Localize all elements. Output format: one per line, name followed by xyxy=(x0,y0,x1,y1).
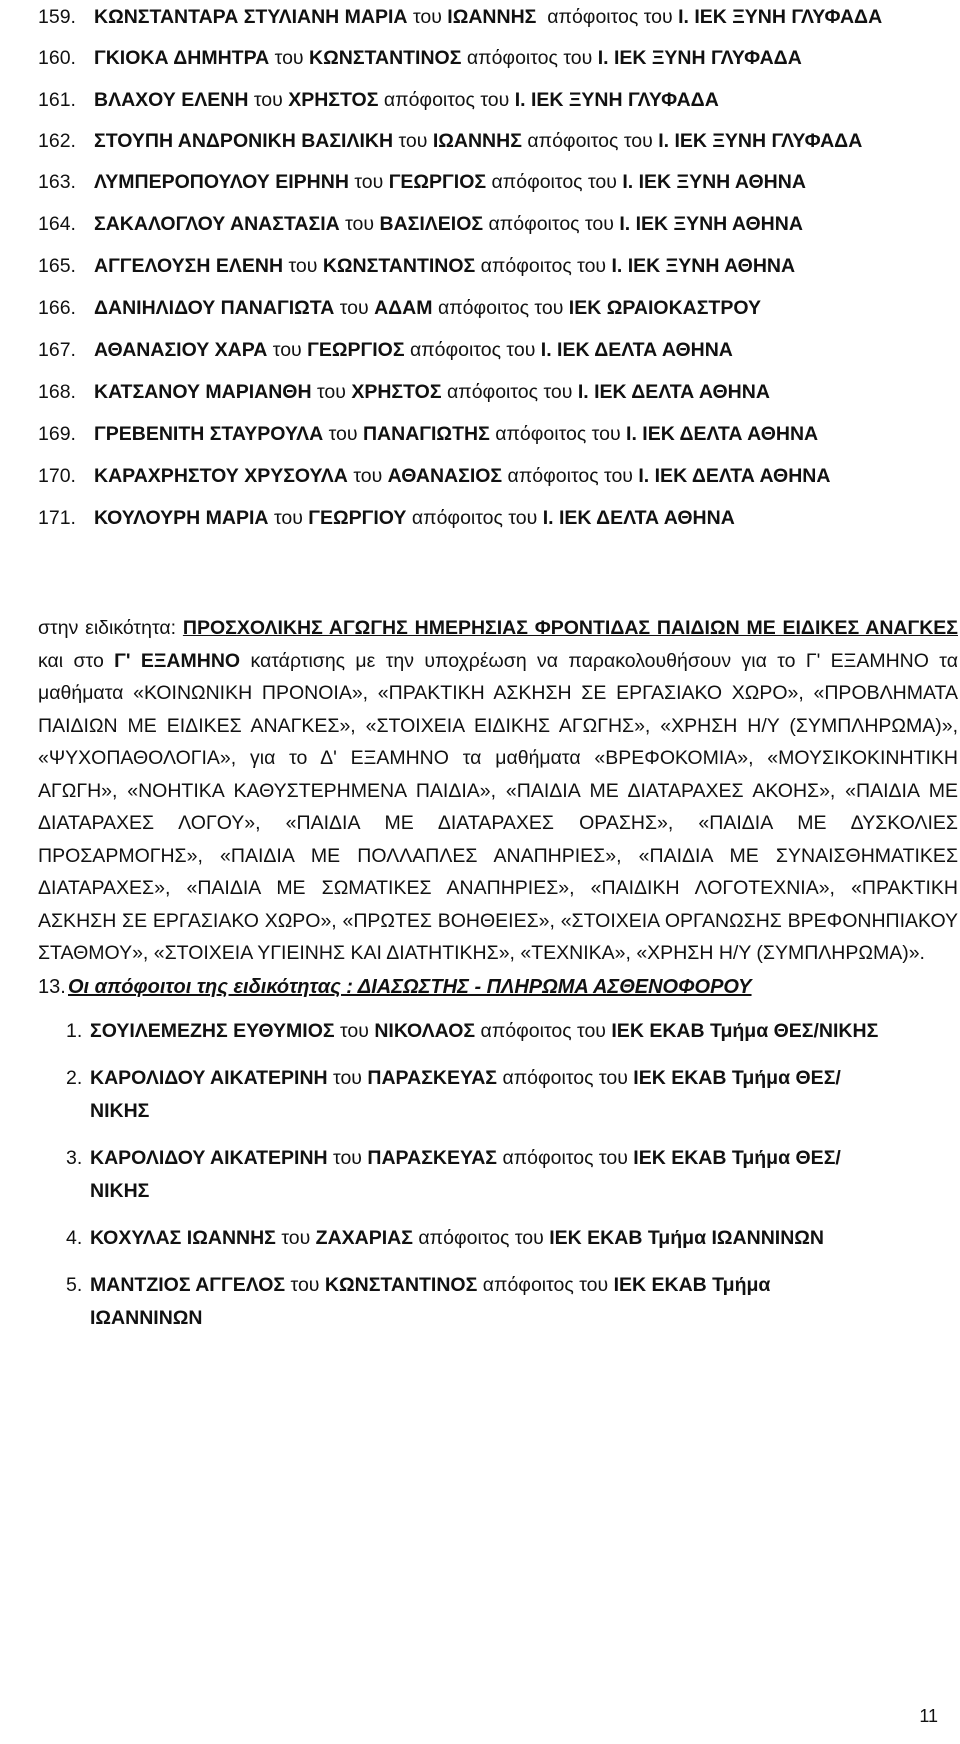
list-item xyxy=(38,416,948,452)
list-item xyxy=(38,290,948,326)
item-number: 1. xyxy=(66,1020,83,1042)
school-name: ΙΕΚ ΩΡΑΙΟΚΑΣΤΡΟΥ xyxy=(568,297,761,319)
father-name: ΚΩΝΣΤΑΝΤΙΝΟΣ xyxy=(309,47,462,69)
graduate-word: απόφοιτος του xyxy=(482,1274,609,1296)
list-item xyxy=(38,206,948,242)
graduate-name: ΚΑΡΟΛΙΔΟΥ ΑΙΚΑΤΕΡΙΝΗ xyxy=(90,1067,328,1089)
graduate-name: ΓΡΕΒΕΝΙΤΗ ΣΤΑΥΡΟΥΛΑ xyxy=(94,423,324,445)
school-name: Ι. ΙΕΚ ΔΕΛΤΑ ΑΘΗΝΑ xyxy=(626,423,819,445)
of-word: του xyxy=(398,130,428,152)
graduate-name: ΚΑΤΣΑΝΟΥ ΜΑΡΙΑΝΘΗ xyxy=(94,381,312,403)
graduate-name: ΣΑΚΑΛΟΓΛΟΥ ΑΝΑΣΤΑΣΙΑ xyxy=(94,213,340,235)
section-heading xyxy=(38,971,938,1003)
school-name: Ι. ΙΕΚ ΞΥΝΗ ΑΘΗΝΑ xyxy=(619,213,803,235)
specialty-semester: Γ' ΕΞΑΜΗΝΟ xyxy=(114,649,241,672)
list-item xyxy=(38,500,948,536)
father-name: ΓΕΩΡΓΙΟΣ xyxy=(388,171,487,193)
of-word: του xyxy=(345,213,375,235)
graduate-name: ΣΟΥΙΛΕΜΕΖΗΣ ΕΥΘΥΜΙΟΣ xyxy=(90,1020,335,1042)
school-name: Ι. ΙΕΚ ΞΥΝΗ ΑΘΗΝΑ xyxy=(611,255,796,277)
list-item xyxy=(38,40,948,76)
item-number: 160. xyxy=(38,47,76,69)
graduate-word: απόφοιτος του xyxy=(491,171,617,193)
item-number: 2. xyxy=(66,1067,83,1089)
graduate-name: ΚΩΝΣΤΑΝΤΑΡΑ ΣΤΥΛΙΑΝΗ ΜΑΡΙΑ xyxy=(94,6,408,28)
school-name: ΙΕΚ ΕΚΑΒ Τμήμα ΘΕΣ/ΝΙΚΗΣ xyxy=(90,1147,841,1202)
graduate-word: απόφοιτος του xyxy=(418,1227,544,1249)
of-word: του xyxy=(316,381,346,403)
section-title: Οι απόφοιτοι της ειδικότητας : ΔΙΑΣΩΣΤΗΣ - ΠΛΗΡΩΜΑ ΑΣΘΕΝΟΦΟΡΟΥ xyxy=(68,976,752,998)
school-name: ΙΕΚ ΕΚΑΒ Τμήμα ΘΕΣ/ΝΙΚΗΣ xyxy=(611,1020,879,1042)
of-word: του xyxy=(253,89,283,111)
father-name: ΑΘΑΝΑΣΙΟΣ xyxy=(387,465,503,487)
school-name: ΙΕΚ ΕΚΑΒ Τμήμα ΘΕΣ/ΝΙΚΗΣ xyxy=(90,1067,841,1122)
of-word: του xyxy=(273,507,303,529)
of-word: του xyxy=(333,1147,362,1169)
father-name: ΙΩΑΝΝΗΣ xyxy=(447,6,537,28)
school-name: ΙΕΚ ΕΚΑΒ Τμήμα ΙΩΑΝΝΙΝΩΝ xyxy=(90,1274,771,1329)
graduate-word: απόφοιτος του xyxy=(502,1147,628,1169)
of-word: του xyxy=(288,255,318,277)
graduate-word: απόφοιτος του xyxy=(466,47,593,69)
specialty-and-in: και στο xyxy=(38,649,104,672)
graduate-word: απόφοιτος του xyxy=(495,423,621,445)
graduate-word: απόφοιτος του xyxy=(502,1067,628,1089)
item-number: 167. xyxy=(38,339,76,361)
specialty-name: ΠΡΟΣΧΟΛΙΚΗΣ ΑΓΩΓΗΣ ΗΜΕΡΗΣΙΑΣ ΦΡΟΝΤΙΔΑΣ ΠΑΙΔΙΩΝ ΜΕ ΕΙΔΙΚΕΣ ΑΝΑΓΚΕΣ xyxy=(182,617,958,639)
graduate-name: ΒΛΑΧΟΥ ΕΛΕΝΗ xyxy=(94,89,249,111)
list-item xyxy=(38,124,948,158)
specialty-body: κατάρτισης με την υποχρέωση να παρακολουθήσουν για το Γ' ΕΞΑΜΗΝΟ τα μαθήματα «ΚΟΙΝΩΝΙΚΗ ΠΡΟΝΟΙΑ», «ΠΡΑΚΤΙΚΗ ΑΣΚΗΣΗ ΣΕ ΕΡΓΑΣΙΑΚΟ ΧΩΡΟ», «ΠΡΟΒΛΗΜΑΤΑ ΠΑΙΔΙΩΝ ΜΕ ΕΙΔΙΚΕΣ ΑΝΑΓΚΕΣ», «ΣΤΟΙΧΕΙΑ ΕΙΔΙΚΗΣ ΑΓΩΓΗΣ», «ΧΡΗΣΗ Η/Υ (ΣΥΜΠΛΗΡΩΜΑ)», «ΨΥΧΟΠΑΘΟΛΟΓΙΑ», για το Δ' ΕΞΑΜΗΝΟ τα μαθήματα «ΒΡΕΦΟΚΟΜΙΑ», «ΜΟΥΣΙΚΟΚΙΝΗΤΙΚΗ ΑΓΩΓΗ», «ΝΟΗΤΙΚΑ ΚΑΘΥΣΤΕΡΗΜΕΝΑ ΠΑΙΔΙΑ», «ΠΑΙΔΙΑ ΜΕ ΔΙΑΤΑΡΑΧΕΣ ΑΚΟΗΣ», «ΠΑΙΔΙΑ ΜΕ ΔΙΑΤΑΡΑΧΕΣ ΛΟΓΟΥ», «ΠΑΙΔΙΑ ΜΕ ΔΙΑΤΑΡΑΧΕΣ ΟΡΑΣΗΣ», «ΠΑΙΔΙΑ ΜΕ ΔΥΣΚΟΛΙΕΣ ΠΡΟΣΑΡΜΟΓΗΣ», «ΠΑΙΔΙΑ ΜΕ ΠΟΛΛΑΠΛΕΣ ΑΝΑΠΗΡΙΕΣ», «ΠΑΙΔΙΑ ΜΕ ΣΥΝΑΙΣΘΗΜΑΤΙΚΕΣ ΔΙΑΤΑΡΑΧΕΣ», «ΠΑΙΔΙΑ ΜΕ ΣΩΜΑΤΙΚΕΣ ΑΝΑΠΗΡΙΕΣ», «ΠΑΙΔΙΚΗ ΛΟΓΟΤΕΧΝΙΑ», «ΠΡΑΚΤΙΚΗ ΑΣΚΗΣΗ ΣΕ ΕΡΓΑΣΙΑΚΟ ΧΩΡΟ», «ΠΡΩΤΕΣ ΒΟΗΘΕΙΕΣ», «ΣΤΟΙΧΕΙΑ ΟΡΓΑΝΩΣΗΣ ΒΡΕΦΟΝΗΠΙΑΚΟΥ ΣΤΑΘΜΟΥ», «ΣΤΟΙΧΕΙΑ ΥΓΙΕΙΝΗΣ ΚΑΙ ΔΙΑΤΗΤΙΚΗΣ», «ΤΕΧΝΙΚΑ», «ΧΡΗΣΗ Η/Υ (ΣΥΜΠΛΗΡΩΜΑ)». xyxy=(38,649,958,964)
graduate-word: απόφοιτος του xyxy=(488,213,614,235)
father-name: ΖΑΧΑΡΙΑΣ xyxy=(315,1227,413,1249)
list-item xyxy=(66,1062,886,1128)
school-name: Ι. ΙΕΚ ΞΥΝΗ ΓΛΥΦΑΔΑ xyxy=(597,47,802,69)
school-name: Ι. ΙΕΚ ΔΕΛΤΑ ΑΘΗΝΑ xyxy=(542,507,735,529)
list-item xyxy=(66,1269,886,1335)
father-name: ΚΩΝΣΤΑΝΤΙΝΟΣ xyxy=(322,255,476,277)
graduate-word: απόφοιτος του xyxy=(480,255,607,277)
father-name: ΠΑΡΑΣΚΕΥΑΣ xyxy=(367,1067,498,1089)
graduate-word: απόφοιτος του xyxy=(507,465,633,487)
list-item xyxy=(38,248,948,284)
item-number: 161. xyxy=(38,89,76,111)
item-number: 169. xyxy=(38,423,76,445)
father-name: ΚΩΝΣΤΑΝΤΙΝΟΣ xyxy=(324,1274,478,1296)
graduate-word: απόφοιτος του xyxy=(547,6,673,28)
list-item xyxy=(38,164,948,200)
father-name: ΠΑΡΑΣΚΕΥΑΣ xyxy=(367,1147,498,1169)
page-number: 11 xyxy=(919,1706,938,1726)
school-name: Ι. ΙΕΚ ΞΥΝΗ ΓΛΥΦΑΔΑ xyxy=(658,130,863,152)
of-word: του xyxy=(274,47,304,69)
list-item xyxy=(66,1142,886,1208)
section-number: 13. xyxy=(38,976,66,998)
school-name: Ι. ΙΕΚ ΞΥΝΗ ΓΛΥΦΑΔΑ xyxy=(514,89,719,111)
item-number: 4. xyxy=(66,1227,83,1249)
father-name: ΝΙΚΟΛΑΟΣ xyxy=(374,1020,476,1042)
item-number: 165. xyxy=(38,255,76,277)
graduate-word: απόφοιτος του xyxy=(446,381,573,403)
school-name: Ι. ΙΕΚ ΔΕΛΤΑ ΑΘΗΝΑ xyxy=(577,381,770,403)
item-number: 3. xyxy=(66,1147,83,1169)
school-name: Ι. ΙΕΚ ΞΥΝΗ ΓΛΥΦΑΔΑ xyxy=(678,6,883,28)
list-item xyxy=(66,1015,886,1048)
of-word: του xyxy=(354,171,384,193)
school-name: Ι. ΙΕΚ ΞΥΝΗ ΑΘΗΝΑ xyxy=(622,171,806,193)
father-name: ΒΑΣΙΛΕΙΟΣ xyxy=(379,213,484,235)
graduate-name: ΜΑΝΤΖΙΟΣ ΑΓΓΕΛΟΣ xyxy=(90,1274,286,1296)
of-word: του xyxy=(412,6,442,28)
list-item xyxy=(66,1222,886,1255)
specialty-intro: στην ειδικότητα: xyxy=(38,617,177,639)
father-name: ΧΡΗΣΤΟΣ xyxy=(351,381,442,403)
section-graduates-list xyxy=(66,1015,886,1349)
item-number: 164. xyxy=(38,213,76,235)
item-number: 5. xyxy=(66,1274,83,1296)
item-number: 168. xyxy=(38,381,76,403)
graduate-name: ΚΟΧΥΛΑΣ ΙΩΑΝΝΗΣ xyxy=(90,1227,276,1249)
graduate-name: ΚΟΥΛΟΥΡΗ ΜΑΡΙΑ xyxy=(94,507,269,529)
father-name: ΑΔΑΜ xyxy=(374,297,433,319)
school-name: Ι. ΙΕΚ ΔΕΛΤΑ ΑΘΗΝΑ xyxy=(638,465,831,487)
graduate-name: ΛΥΜΠΕΡΟΠΟΥΛΟΥ ΕΙΡΗΝΗ xyxy=(94,171,349,193)
graduate-name: ΚΑΡΑΧΡΗΣΤΟΥ ΧΡΥΣΟΥΛΑ xyxy=(94,465,348,487)
item-number: 170. xyxy=(38,465,76,487)
graduate-name: ΓΚΙΟΚΑ ΔΗΜΗΤΡΑ xyxy=(94,47,270,69)
item-number: 162. xyxy=(38,130,76,152)
father-name: ΓΕΩΡΓΙΟΣ xyxy=(307,339,405,361)
father-name: ΠΑΝΑΓΙΩΤΗΣ xyxy=(362,423,490,445)
of-word: του xyxy=(328,423,358,445)
graduate-name: ΑΘΑΝΑΣΙΟΥ ΧΑΡΑ xyxy=(94,339,268,361)
graduate-name: ΑΓΓΕΛΟΥΣΗ ΕΛΕΝΗ xyxy=(94,255,284,277)
graduate-word: απόφοιτος του xyxy=(409,339,536,361)
list-item xyxy=(38,374,948,410)
specialty-paragraph xyxy=(38,612,958,970)
item-number: 166. xyxy=(38,297,76,319)
graduate-name: ΣΤΟΥΠΗ ΑΝΔΡΟΝΙΚΗ ΒΑΣΙΛΙΚΗ xyxy=(94,130,394,152)
father-name: ΧΡΗΣΤΟΣ xyxy=(288,89,379,111)
father-name: ΓΕΩΡΓΙΟΥ xyxy=(308,507,407,529)
of-word: του xyxy=(339,297,369,319)
list-item xyxy=(38,0,948,34)
of-word: του xyxy=(272,339,302,361)
graduate-word: απόφοιτος του xyxy=(383,89,510,111)
list-item xyxy=(38,82,948,118)
graduate-word: απόφοιτος του xyxy=(527,130,653,152)
list-item xyxy=(38,332,948,368)
of-word: του xyxy=(353,465,383,487)
school-name: Ι. ΙΕΚ ΔΕΛΤΑ ΑΘΗΝΑ xyxy=(540,339,733,361)
graduates-list xyxy=(38,0,948,542)
graduate-name: ΚΑΡΟΛΙΔΟΥ ΑΙΚΑΤΕΡΙΝΗ xyxy=(90,1147,328,1169)
item-number: 171. xyxy=(38,507,76,529)
graduate-name: ΔΑΝΙΗΛΙΔΟΥ ΠΑΝΑΓΙΩΤΑ xyxy=(94,297,335,319)
graduate-word: απόφοιτος του xyxy=(480,1020,606,1042)
of-word: του xyxy=(333,1067,362,1089)
father-name: ΙΩΑΝΝΗΣ xyxy=(432,130,522,152)
school-name: ΙΕΚ ΕΚΑΒ Τμήμα ΙΩΑΝΝΙΝΩΝ xyxy=(549,1227,824,1249)
item-number: 163. xyxy=(38,171,76,193)
of-word: του xyxy=(290,1274,320,1296)
list-item xyxy=(38,458,948,494)
graduate-word: απόφοιτος του xyxy=(411,507,538,529)
graduate-word: απόφοιτος του xyxy=(437,297,564,319)
item-number: 159. xyxy=(38,6,76,28)
of-word: του xyxy=(339,1020,369,1042)
of-word: του xyxy=(281,1227,311,1249)
